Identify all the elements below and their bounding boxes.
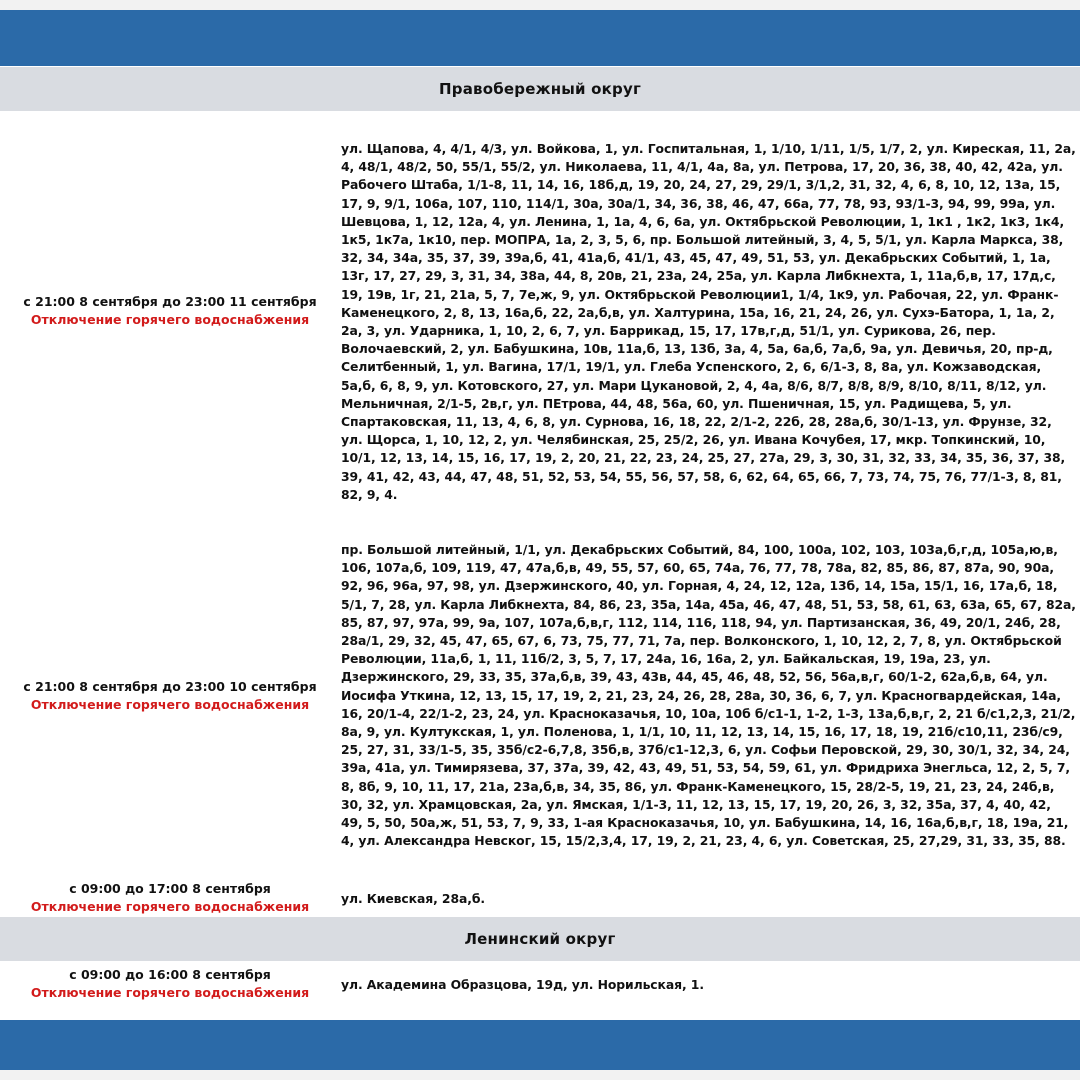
- address-list: пр. Большой литейный, 1/1, ул. Декабрьских Событий, 84, 100, 100а, 102, 103, 103а,б,г,д, 105а,ю,в, 106, 107а,б, 109, 119, 47, 47а,б,в, 49, 55, 57, 60, 65, 74а, 76, 77, 78, 78а, 82, 85, 86, 87, 87а, 90, 90а, 92, 96, 96а, 97, 98, ул. Дзержинского, 40, ул. Горная, 4, 24, 12, 12а, 13б, 14, 15а, 15/1, 16, 17а,б, 18, 5/1, 7, 28, ул. Карла Либкнехта, 84, 86, 23, 35а, 14а, 45а, 46, 47, 48, 51, 53, 58, 61, 63, 63а, 65, 67, 82а, 85, 87, 97, 97а, 99, 9а, 107, 107а,б,в,г, 112, 114, 116, 118, 94, ул. Партизанская, 36, 49, 20/1, 24б, 28, 28а/1, 29, 32, 45, 47, 65, 67, 6, 73, 75, 77, 71, 7а, пер. Волконского, 1, 10, 12, 2, 7, 8, ул. Октябрьской Революции, 11а,б, 1, 11, 11б/2, 3, 5, 7, 17, 24а, 16, 16а, 2, ул. Байкальская, 19, 19а, 23, ул. Дзержинского, 29, 33, 35, 37а,б,в, 39, 43, 43в, 44, 45, 46, 48, 52, 56, 56а,в,г, 60/1-2, 62а,б,в, 64, ул. Иосифа Уткина, 12, 13, 15, 17, 19, 2, 21, 23, 24, 26, 28, 28а, 30, 36, 6, 7, ул. Красногвардейская, 14а, 16, 20/1-4, 22/1-2, 23, 24, ул. Красноказачья, 10, 10а, 10б б/с1-1, 1-2, 1-3, 13а,б,в,г, 2, 21 б/с1,2,3, 21/2, 8а, 9, ул. Култукская, 1, ул. Поленова, 1, 1/1, 10, 11, 12, 13, 14, 15, 16, 17, 18, 19, 21б/с10,11, 23б/с9, 25, 27, 31, 33/1-5, 35, 35б/с2-6,7,8, 35б,в, 37б/с1-12,3, 6, ул. Софьи Перовской, 29, 30, 30/1, 32, 34, 24, 39а, 41а, ул. Тимирязева, 37, 37а, 39, 42, 43, 49, 51, 53, 54, 59, 61, ул. Фридриха Энегльса, 12, 2, 5, 7, 8, 8б, 9, 10, 11, 17, 21а, 23а,б,в, 34, 35, 86, ул. Франк-Каменецкого, 15, 28/2-5, 19, 21, 23, 24, 24б,в, 30, 32, ул. Храмцовская, 2а, ул. Ямская, 1/1-3, 11, 12, 13, 15, 17, 19, 20, 26, 3, 32, 35а, 37, 4, 40, 42, 49, 5, 50, 50а,ж, 51, 53, 7, 9, 33, 1-ая Красноказачья, 10, ул. Бабушкина, 14, 16, 16а,б,в,г, 18, 19а, 21, 4, ул. Александра Невског, 15, 15/2,3,4, 17, 19, 2, 21, 23, 4, 6, ул. Советская, 25, 27,29, 31, 33, 35, 88.: [341, 542, 1076, 849]
- time-range: с 21:00 8 сентября до 23:00 11 сентября: [23, 294, 317, 309]
- outage-type: Отключение горячего водоснабжения: [30, 697, 310, 712]
- outage-type: Отключение горячего водоснабжения: [30, 899, 310, 914]
- time-cell: [0, 293, 340, 329]
- address-list: ул. Академина Образцова, 19д, ул. Норильская, 1.: [341, 977, 704, 992]
- time-range: с 09:00 до 17:00 8 сентября: [69, 881, 271, 896]
- bottom-band: [0, 1020, 1080, 1070]
- outage-schedule: [0, 66, 1080, 1020]
- outage-type: Отключение горячего водоснабжения: [30, 312, 310, 327]
- district-header-leninsky: Ленинский округ: [0, 917, 1080, 961]
- time-range: с 09:00 до 16:00 8 сентября: [69, 967, 271, 982]
- top-band: [0, 10, 1080, 66]
- address-list: ул. Киевская, 28а,б.: [341, 891, 485, 906]
- time-cell: [0, 678, 340, 714]
- outage-type: Отключение горячего водоснабжения: [30, 985, 310, 1000]
- time-cell: [0, 880, 340, 916]
- district-header-pravoberezhny: Правобережный округ: [0, 67, 1080, 111]
- time-cell: [0, 966, 340, 1002]
- address-list: ул. Щапова, 4, 4/1, 4/3, ул. Войкова, 1, ул. Госпитальная, 1, 1/10, 1/11, 1/5, 1/7, 2, ул. Киреская, 11, 2а, 4, 48/1, 48/2, 50, 55/1, 55/2, ул. Николаева, 11, 4/1, 4а, 8а, ул. Петрова, 17, 20, 36, 38, 40, 42, 42а, ул. Рабочего Штаба, 1/1-8, 11, 14, 16, 18б,д, 19, 20, 24, 27, 29, 29/1, 3/1,2, 31, 32, 4, 6, 8, 10, 12, 13а, 15, 17, 9, 9/1, 106а, 107, 110, 114/1, 30а, 30а/1, 34, 36, 38, 46, 47, 66а, 77, 78, 93, 93/1-3, 94, 99, 99а, ул. Шевцова, 1, 12, 12а, 4, ул. Ленина, 1, 1а, 4, 6, 6а, ул. Октябрьской Революции, 1, 1к1 , 1к2, 1к3, 1к4, 1к5, 1к7а, 1к10, пер. МОПРА, 1а, 2, 3, 5, 6, пр. Большой литейный, 3, 4, 5, 5/1, ул. Карла Маркса, 38, 32, 34, 34а, 35, 37, 39, 39а,б, 41, 41а,б, 41/1, 43, 45, 47, 49, 51, 53, ул. Декабрьских Событий, 1, 1а, 13г, 17, 27, 29, 3, 31, 34, 38а, 44, 8, 20в, 21, 23а, 24, 25а, ул. Карла Либкнехта, 1, 11а,б,в, 17, 17д,с, 19, 19в, 1г, 21, 21а, 5, 7, 7е,ж, 9, ул. Октябрьской Революции1, 1/4, 1к9, ул. Рабочая, 22, ул. Франк-Каменецкого, 2, 8, 13, 16а,б, 22, 2а,б,в, ул. Халтурина, 15а, 16, 21, 24, 26, ул. Сухэ-Батора, 1, 1а, 2, 2а, 3, ул. Ударника, 1, 10, 2, 6, 7, ул. Баррикад, 15, 17, 17в,г,д, 51/1, ул. Сурикова, 26, пер. Волочаевский, 2, ул. Бабушкина, 10в, 11а,б, 13, 13б, 3а, 4, 5а, 6а,б, 7а,б, 9а, ул. Девичья, 20, пр-д, Селитбенный, 1, ул. Вагина, 17/1, 19/1, ул. Глеба Успенского, 2, 6, 6/1-3, 8, 8а, ул. Кожзаводская, 5а,б, 6, 8, 9, ул. Котовского, 27, ул. Мари Цукановой, 2, 4, 4а, 8/6, 8/7, 8/8, 8/9, 8/10, 8/11, 8/12, ул. Мельничная, 2/1-5, 2в,г, ул. ПЕтрова, 44, 48, 56а, 60, ул. Пшеничная, 15, ул. Радищева, 5, ул. Спартаковская, 11, 13, 4, 6, 8, ул. Сурнова, 16, 18, 22, 2/1-2, 22б, 28, 28а,б, 30/1-13, ул. Фрунзе, 32, ул. Щорса, 1, 10, 12, 2, ул. Челябинская, 25, 25/2, 26, ул. Ивана Кочубея, 17, мкр. Топкинский, 10, 10/1, 12, 13, 14, 15, 16, 17, 19, 2, 20, 21, 22, 23, 24, 25, 27, 27а, 29, 3, 30, 31, 32, 33, 34, 35, 36, 37, 38, 39, 41, 42, 43, 44, 47, 48, 51, 52, 53, 54, 55, 56, 57, 58, 6, 62, 64, 65, 66, 7, 73, 74, 75, 76, 77/1-3, 8, 81, 82, 9, 4.: [341, 141, 1076, 502]
- time-range: с 21:00 8 сентября до 23:00 10 сентября: [23, 679, 317, 694]
